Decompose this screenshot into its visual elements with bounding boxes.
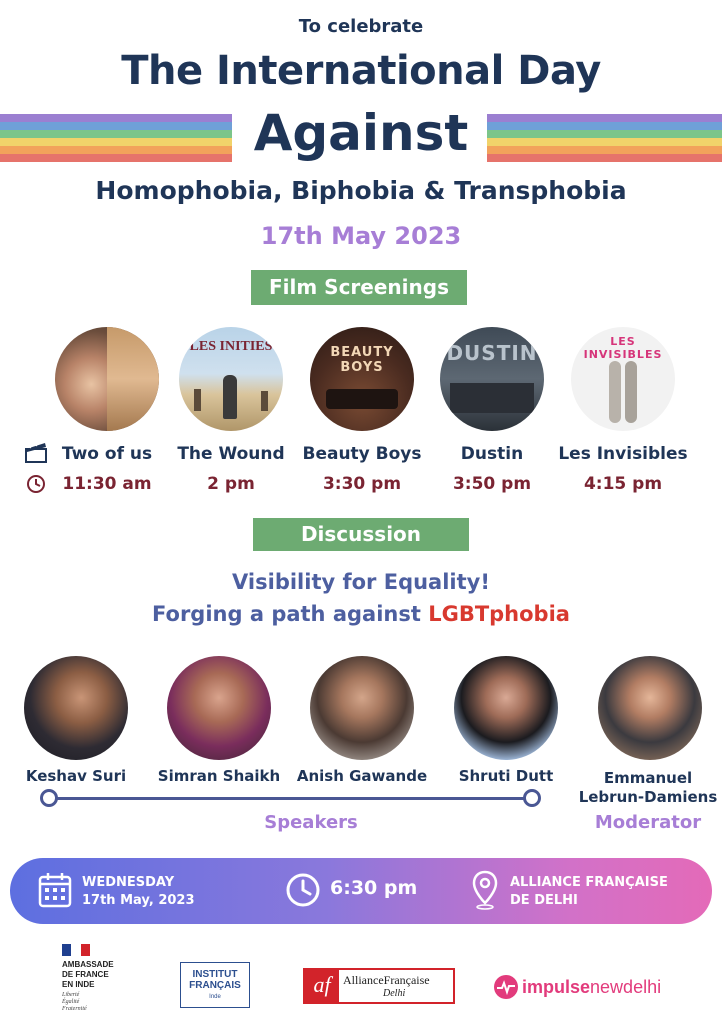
speaker-photo-shruti-dutt	[454, 656, 558, 760]
french-flag-icon	[62, 944, 90, 956]
film-time: 2 pm	[207, 474, 255, 494]
ambassade-motto: Égalité	[62, 999, 80, 1005]
impulse-wordmark	[522, 977, 661, 998]
calendar-icon	[38, 872, 72, 908]
ambassade-motto: Liberté	[62, 992, 80, 998]
ambassade-text: AMBASSADE	[62, 960, 114, 969]
event-subtitle: Homophobia, Biphobia & Transphobia	[95, 176, 627, 205]
film-time: 3:50 pm	[452, 474, 532, 494]
film-time: 11:30 am	[62, 474, 152, 494]
impulse-pulse-icon	[494, 975, 518, 999]
poster-text: LES INVISIBLES	[583, 335, 663, 361]
poster-text: BEAUTY BOYS	[330, 345, 394, 375]
moderator-label: Moderator	[594, 812, 702, 833]
ambassade-text: EN INDE	[62, 980, 95, 989]
film-time: 3:30 pm	[322, 474, 402, 494]
moderator-name	[573, 769, 722, 807]
connector-dot-right	[523, 789, 541, 807]
event-title-line2: Against	[253, 104, 469, 162]
event-date: 17th May 2023	[260, 222, 462, 250]
poster-text: LES INITIES	[189, 339, 273, 354]
alliance-mark: af	[305, 970, 339, 1002]
institut-subtext: Inde	[209, 994, 221, 1000]
event-time: 6:30 pm	[330, 877, 418, 899]
celebrate-label: To celebrate	[298, 16, 424, 37]
event-title-line1: The International Day	[121, 48, 601, 94]
impulse-wordmark-rest: newdelhi	[590, 977, 662, 997]
location-pin-icon	[472, 870, 498, 910]
speaker-name: Simran Shaikh	[157, 767, 281, 785]
speakers-connector-line	[49, 797, 532, 800]
film-title: Dustin	[460, 444, 524, 464]
film-title: The Wound	[177, 444, 285, 464]
discussion-title: Visibility for Equality!	[232, 570, 490, 594]
film-title: Beauty Boys	[302, 444, 422, 464]
discussion-subtitle-text: Forging a path against	[152, 602, 429, 626]
film-poster-beauty-boys	[310, 327, 414, 431]
film-title: Two of us	[61, 444, 153, 464]
discussion-heading: Discussion	[253, 518, 469, 551]
ambassade-text: DE FRANCE	[62, 970, 109, 979]
event-venue-line2: DE DELHI	[510, 893, 578, 908]
speaker-name: Anish Gawande	[296, 767, 428, 785]
event-date-full: 17th May, 2023	[82, 893, 195, 908]
institut-text: INSTITUT	[192, 969, 238, 980]
moderator-name-line1: Emmanuel	[603, 769, 693, 787]
alliance-city: Delhi	[383, 988, 406, 999]
film-screenings-heading: Film Screenings	[251, 270, 467, 305]
moderator-name-line2: Lebrun-Damiens	[578, 788, 718, 806]
impulse-new-delhi-logo	[494, 975, 674, 1001]
film-poster-the-wound	[179, 327, 283, 431]
discussion-highlight: LGBTphobia	[428, 602, 570, 626]
speaker-photo-anish-gawande	[310, 656, 414, 760]
event-venue-line1: ALLIANCE FRANÇAISE	[510, 875, 668, 890]
institut-francais-logo	[180, 962, 250, 1008]
speaker-photo-simran-shaikh	[167, 656, 271, 760]
impulse-wordmark-bold: impulse	[522, 977, 591, 997]
poster-text: DUSTIN	[446, 341, 538, 365]
speaker-name: Keshav Suri	[25, 767, 127, 785]
alliance-francaise-logo	[303, 968, 455, 1004]
film-time: 4:15 pm	[583, 474, 663, 494]
discussion-subtitle	[0, 602, 722, 626]
film-poster-les-invisibles	[571, 327, 675, 431]
speaker-photo-keshav-suri	[24, 656, 128, 760]
film-poster-dustin	[440, 327, 544, 431]
ambassade-motto: Fraternité	[62, 1006, 87, 1012]
connector-dot-left	[40, 789, 58, 807]
event-day: WEDNESDAY	[82, 875, 175, 890]
film-poster-two-of-us	[55, 327, 159, 431]
film-title: Les Invisibles	[558, 444, 688, 464]
speaker-name: Shruti Dutt	[458, 767, 554, 785]
institut-text: FRANÇAIS	[189, 980, 241, 991]
moderator-photo	[598, 656, 702, 760]
alliance-name: AllianceFrançaise	[343, 973, 430, 987]
speakers-label: Speakers	[264, 812, 358, 833]
clock-icon	[285, 872, 321, 908]
